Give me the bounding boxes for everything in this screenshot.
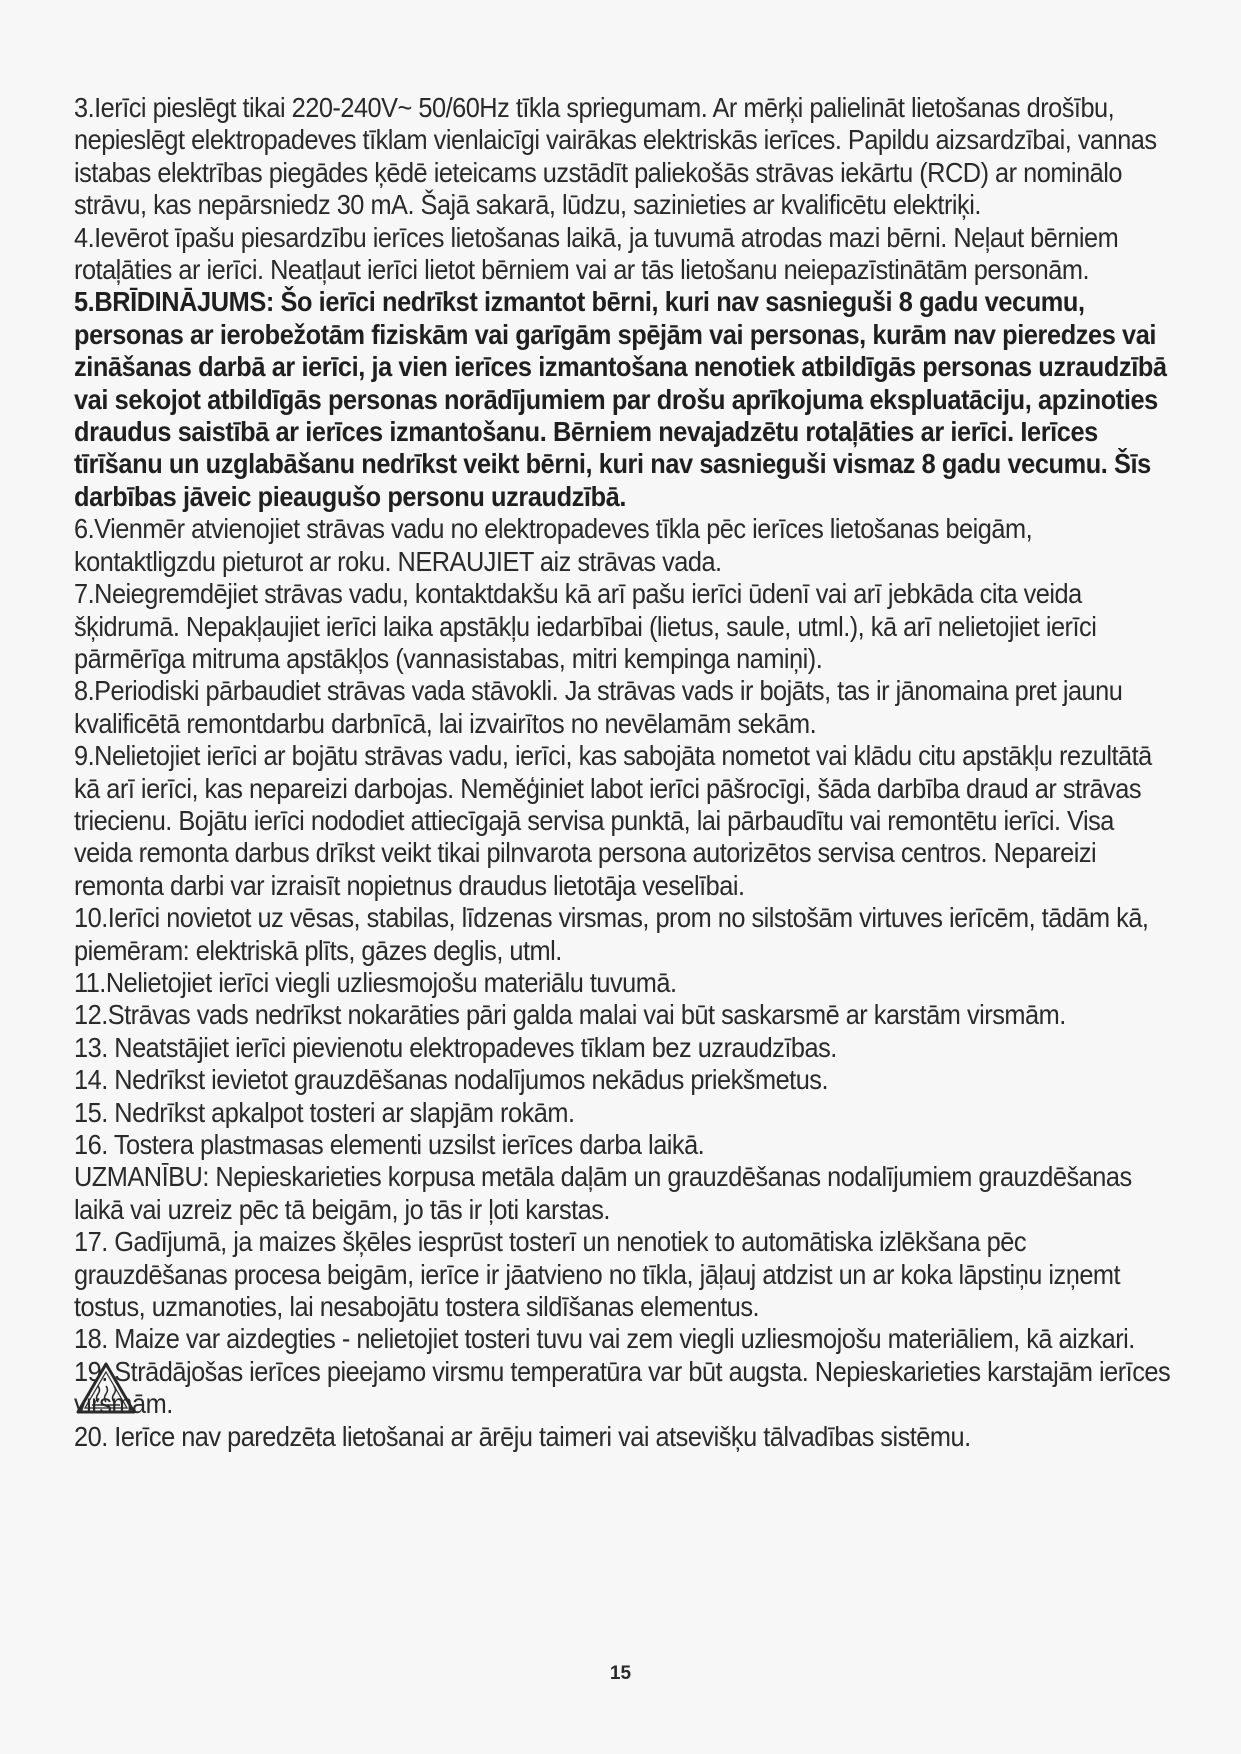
instruction-18: 18. Maize var aizdegties - nelietojiet tosteri tuvu vai zem viegli uzliesmojošu materiāliem, kā aizkari. [74,1323,1135,1355]
instruction-4: 4.Ievērot īpašu piesardzību ierīces lietošanas laikā, ja tuvumā atrodas mazi bērni. Neļaut bērniem rotaļāties ar ierīci. Neatļaut ierīci lietot bērniem vai ar tās lietošanu neiepazīstinātām personām. [74,221,1119,286]
page-number: 15 [609,1663,632,1684]
instruction-6: 6.Vienmēr atvienojiet strāvas vadu no elektropadeves tīkla pēc ierīces lietošanas beigām, kontaktligzdu pieturot ar roku. NERAUJIET aiz strāvas vada. [74,513,1033,577]
instruction-19: 19. Strādājošas ierīces pieejamo virsmu temperatūra var būt augsta. Nepieskarieties karstajām ierīces virsmām. [74,1355,1171,1420]
caution-note: UZMANĪBU: Nepieskarieties korpusa metāla daļām un grauzdēšanas nodalījumiem grauzdēšanas laikā vai uzreiz pēc tā beigām, jo tās ir ļoti karstas. [74,1161,1132,1225]
instruction-3: 3.Ierīci pieslēgt tikai 220-240V~ 50/60Hz tīkla spriegumam. Ar mērķi palielināt lietošanas drošību, nepieslēgt elektropadeves tīklam vienlaicīgi vairākas elektriskās ierīces. Papildu aizsardzībai, vannas istabas elektrības piegādes ķēdē ieteicams uzstādīt paliekošās strāvas iekārtu (RCD) ar nominālo strāvu, kas nepārsniedz 30 mA. Šajā sakarā, lūdzu, sazinieties ar kvalificētu elektriķi. [74,92,1157,221]
instruction-13: 13. Neatstājiet ierīci pievienotu elektropadeves tīklam bez uzraudzības. [74,1031,837,1063]
instruction-11: 11.Nelietojiet ierīci viegli uzliesmojošu materiālu tuvumā. [74,966,677,998]
instruction-19-row [74,1356,1174,1421]
instruction-7: 7.Neiegremdējiet strāvas vadu, kontaktdakšu kā arī pašu ierīci ūdenī vai arī jebkāda cita veida šķidrumā. Nepakļaujiet ierīci laika apstākļu iedarbībai (lietus, saule, utml.), kā arī nelietojiet ierīci pārmērīga mitruma apstākļos (vannasistabas, mitri kempinga namiņi). [74,578,1097,674]
instruction-15: 15. Nedrīkst apkalpot tosteri ar slapjām rokām. [74,1096,575,1128]
instruction-16: 16. Tostera plastmasas elementi uzsilst ierīces darba laikā. [74,1129,705,1160]
instruction-8: 8.Periodiski pārbaudiet strāvas vada stāvokli. Ja strāvas vads ir bojāts, tas ir jānomaina pret jaunu kvalificētā remontdarbu darbnīcā, lai izvairītos no nevēlamām sekām. [74,675,1123,739]
instruction-17: 17. Gadījumā, ja maizes šķēles iesprūst tosterī un nenotiek to automātiska izlēkšana pēc grauzdēšanas procesa beigām, ierīce ir jāatvieno no tīkla, jāļauj atdzist un ar koka lāpstiņu izņemt tostus, uzmanoties, lai nesabojātu tostera sildīšanas elementus. [74,1226,1121,1323]
manual-page-content [74,92,1174,1453]
instruction-20: 20. Ierīce nav paredzēta lietošanai ar ārēju taimeri vai atsevišķu tālvadības sistēmu. [74,1420,971,1452]
instruction-5-warning: 5.BRĪDINĀJUMS: Šo ierīci nedrīkst izmantot bērni, kuri nav sasnieguši 8 gadu vecumu, personas ar ierobežotām fiziskām vai garīgām spējām vai personas, kurām nav pieredzes vai zināšanas darbā ar ierīci, ja vien ierīces izmantošana nenotiek atbildīgās personas uzraudzībā vai sekojot atbildīgās personas norādījumiem par drošu aprīkojuma ekspluatāciju, apzinoties draudus saistībā ar ierīces izmantošanu. Bērniem nevajadzētu rotaļāties ar ierīci. Ierīces tīrīšanu un uzglabāšanu nedrīkst veikt bērni, kuri nav sasnieguši vismaz 8 gadu vecumu. Šīs darbības jāveic pieaugušo personu uzraudzībā. [74,286,1167,512]
instruction-10: 10.Ierīci novietot uz vēsas, stabilas, līdzenas virsmas, prom no silstošām virtuves ierīcēm, tādām kā, piemēram: elektriskā plīts, gāzes deglis, utml. [74,902,1149,966]
instruction-12: 12.Strāvas vads nedrīkst nokarāties pāri galda malai vai būt saskarsmē ar karstām virsmām. [74,999,1066,1031]
instruction-14: 14. Nedrīkst ievietot grauzdēšanas nodalījumos nekādus priekšmetus. [74,1064,829,1096]
instruction-9: 9.Nelietojiet ierīci ar bojātu strāvas vadu, ierīci, kas sabojāta nometot vai klādu citu apstākļu rezultātā kā arī ierīci, kas nepareizi darbojas. Neměģiniet labot ierīci pāšrocīgi, šāda darbība draud ar strāvas triecienu. Bojātu ierīci nododiet attiecīgajā servisa punktā, lai pārbaudītu vai remontētu ierīci. Visa veida remonta darbus drīkst veikt tikai pilnvarota persona autorizētos servisa centros. Nepareizi remonta darbi var izraisīt nopietnus draudus lietotāja veselībai. [74,740,1152,901]
